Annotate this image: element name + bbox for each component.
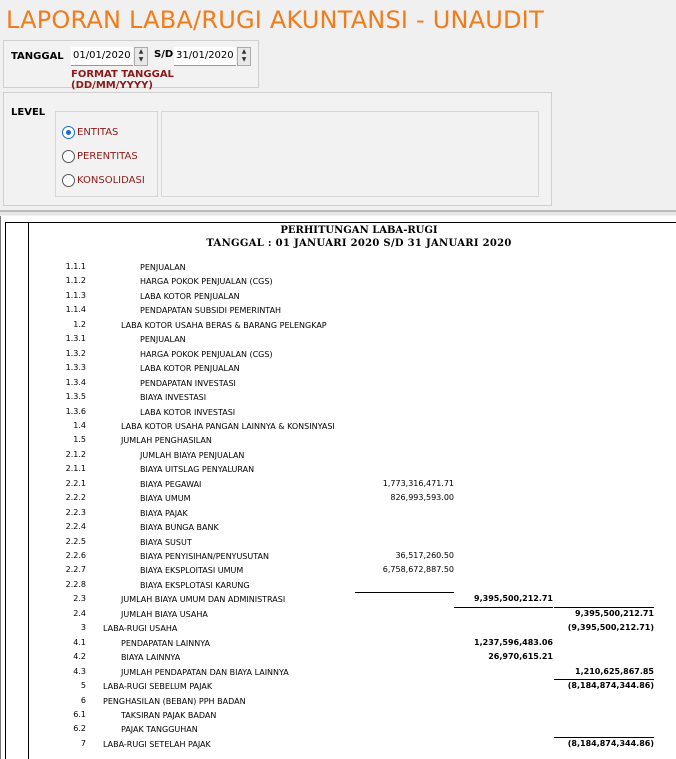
row-label: BIAYA UITSLAG PENYALURAN (140, 465, 255, 475)
row-label: JUMLAH PENDAPATAN DAN BIAYA LAINNYA (121, 667, 289, 677)
report-row (1, 537, 676, 551)
report-row (1, 681, 676, 695)
row-label: LABA KOTOR USAHA PANGAN LAINNYA & KONSINYASI (121, 421, 335, 431)
row-label: LABA-RUGI USAHA (103, 624, 178, 634)
report-row (1, 696, 676, 710)
row-code: 1.3.5 (65, 392, 86, 402)
row-amount-c3: 9,395,500,212.71 (575, 608, 654, 618)
row-amount-c3: 1,210,625,867.85 (575, 666, 654, 676)
row-amount-c1: 36,517,260.50 (395, 551, 454, 560)
row-label: LABA-RUGI SEBELUM PAJAK (103, 682, 213, 692)
row-label: PENDAPATAN INVESTASI (140, 378, 236, 388)
row-label: HARGA POKOK PENJUALAN (CGS) (140, 349, 273, 359)
radio-konsolidasi[interactable] (62, 172, 145, 188)
row-code: 2.1.2 (65, 449, 86, 459)
report-row (1, 349, 676, 363)
radio-label: ENTITAS (77, 126, 119, 138)
row-label: LABA KOTOR INVESTASI (140, 407, 236, 417)
row-code: 2.2.5 (65, 536, 86, 546)
row-label: BIAYA UMUM (140, 494, 191, 504)
level-radio-group (55, 111, 158, 197)
date-to-spinner[interactable] (237, 47, 251, 66)
row-label: BIAYA BUNGA BANK (140, 523, 219, 533)
radio-label: KONSOLIDASI (77, 174, 145, 186)
report-row (1, 565, 676, 579)
report-row (1, 638, 676, 652)
radio-unchecked-icon[interactable] (62, 174, 75, 187)
report-row (1, 464, 676, 478)
row-label: JUMLAH BIAYA USAHA (121, 609, 208, 619)
row-code: 1.3.2 (65, 348, 86, 358)
report-border (5, 222, 676, 223)
report-viewer[interactable] (0, 216, 676, 759)
row-code: 1.1.1 (65, 262, 86, 271)
report-row (1, 407, 676, 421)
row-amount-c2: 9,395,500,212.71 (474, 594, 553, 604)
splitter[interactable] (0, 210, 676, 215)
row-amount-c3: (8,184,874,344.86) (567, 681, 654, 691)
row-amount-c1: 1,773,316,471.71 (382, 478, 454, 488)
date-separator: S/D (154, 49, 174, 60)
level-detail-box[interactable] (161, 111, 539, 197)
spin-down-icon[interactable]: ▼ (138, 56, 144, 63)
row-code: 2.4 (73, 608, 86, 618)
report-row (1, 363, 676, 377)
level-panel (3, 92, 552, 206)
report-row (1, 493, 676, 507)
report-row (1, 739, 676, 753)
row-code: 3 (80, 623, 86, 633)
row-amount-c3: (8,184,874,344.86) (567, 738, 654, 748)
row-label: JUMLAH BIAYA PENJUALAN (140, 450, 245, 460)
row-code: 1.3.3 (65, 363, 86, 373)
row-label: PENJUALAN (140, 263, 186, 272)
row-code: 1.1.4 (65, 305, 86, 315)
date-to-input[interactable]: 31/01/2020 (174, 47, 236, 66)
report-row (1, 334, 676, 348)
row-code: 2.3 (73, 594, 86, 604)
row-amount-c3: (9,395,500,212.71) (567, 623, 654, 633)
row-code: 2.2.2 (65, 493, 86, 503)
row-code: 6 (80, 695, 86, 705)
row-code: 2.2.3 (65, 507, 86, 517)
report-row (1, 710, 676, 724)
row-code: 4.1 (73, 637, 86, 647)
report-row (1, 450, 676, 464)
total-rule (554, 737, 654, 738)
total-rule (454, 607, 553, 608)
row-label: LABA-RUGI SETELAH PAJAK (103, 739, 211, 749)
spin-up-icon[interactable]: ▲ (241, 48, 247, 55)
row-amount-c1: 826,993,593.00 (390, 493, 454, 503)
row-amount-c2: 1,237,596,483.06 (474, 637, 553, 647)
date-from-spinner[interactable] (134, 47, 148, 66)
report-row (1, 435, 676, 449)
report-row (1, 479, 676, 493)
row-label: LABA KOTOR USAHA BERAS & BARANG PELENGKAP (121, 320, 327, 330)
row-code: 4.3 (73, 666, 86, 676)
row-amount-c2: 26,970,615.21 (488, 652, 553, 662)
row-code: 2.1.1 (65, 464, 86, 474)
row-amount-c1: 6,758,672,887.50 (382, 565, 454, 575)
report-subtitle: TANGGAL : 01 JANUARI 2020 S/D 31 JANUARI 2020 (206, 238, 512, 249)
row-code: 1.1.3 (65, 290, 86, 300)
row-code: 6.2 (73, 724, 86, 734)
report-title: PERHITUNGAN LABA-RUGI (280, 225, 438, 236)
report-row (1, 580, 676, 594)
row-label: BIAYA EKSPLOITASI UMUM (140, 566, 244, 576)
report-row (1, 551, 676, 565)
row-code: 2.2.4 (65, 522, 86, 532)
radio-perentitas[interactable] (62, 148, 138, 164)
row-label: BIAYA SUSUT (140, 537, 192, 547)
row-label: BIAYA INVESTASI (140, 393, 207, 403)
total-rule (554, 607, 654, 608)
row-label: PAJAK TANGGUHAN (121, 725, 198, 735)
row-label: PENGHASILAN (BEBAN) PPH BADAN (103, 696, 246, 706)
row-label: TAKSIRAN PAJAK BADAN (121, 710, 217, 720)
report-row (1, 421, 676, 435)
row-label: PENJUALAN (140, 335, 186, 345)
row-code: 2.2.1 (65, 478, 86, 488)
report-row (1, 320, 676, 334)
row-code: 7 (80, 738, 86, 748)
row-code: 1.3.1 (65, 334, 86, 344)
radio-checked-icon[interactable] (62, 126, 75, 139)
date-filter-panel (3, 40, 259, 91)
row-code: 1.3.6 (65, 406, 86, 416)
row-code: 1.4 (73, 420, 86, 430)
radio-unchecked-icon[interactable] (62, 150, 75, 163)
report-row (1, 305, 676, 319)
row-label: BIAYA PENYISIHAN/PENYUSUTAN (140, 552, 269, 561)
row-code: 6.1 (73, 709, 86, 719)
date-from-input[interactable]: 01/01/2020 (71, 47, 133, 66)
report-row (1, 276, 676, 290)
report-row (1, 522, 676, 536)
report-row (1, 508, 676, 522)
report-row (1, 291, 676, 305)
row-label: JUMLAH PENGHASILAN (121, 436, 212, 446)
row-label: BIAYA LAINNYA (121, 653, 181, 663)
row-code: 2.2.7 (65, 565, 86, 575)
total-rule (554, 679, 654, 680)
row-code: 4.2 (73, 652, 86, 662)
report-row (1, 623, 676, 637)
row-label: BIAYA PEGAWAI (140, 479, 202, 489)
report-row (1, 652, 676, 666)
row-label: LABA KOTOR PENJUALAN (140, 364, 240, 374)
row-code: 5 (80, 681, 86, 691)
total-rule (355, 592, 454, 593)
row-code: 1.5 (73, 435, 86, 445)
radio-label: PERENTITAS (77, 150, 138, 162)
row-code: 2.2.8 (65, 579, 86, 589)
level-label: LEVEL (11, 107, 46, 118)
radio-entitas[interactable] (62, 124, 118, 140)
spin-down-icon[interactable]: ▼ (241, 56, 247, 63)
date-label: TANGGAL (11, 51, 64, 62)
row-label: LABA KOTOR PENJUALAN (140, 291, 240, 301)
row-code: 1.2 (73, 319, 86, 329)
page-title: LAPORAN LABA/RUGI AKUNTANSI - UNAUDIT (6, 6, 544, 34)
row-code: 1.1.2 (65, 276, 86, 286)
row-code: 2.2.6 (65, 551, 86, 560)
row-label: PENDAPATAN SUBSIDI PEMERINTAH (140, 306, 282, 316)
row-label: BIAYA EKSPLOTASI KARUNG (140, 580, 250, 590)
row-label: PENDAPATAN LAINNYA (121, 638, 210, 648)
row-code: 1.3.4 (65, 377, 86, 387)
row-label: HARGA POKOK PENJUALAN (CGS) (140, 277, 273, 287)
report-row (1, 262, 676, 276)
report-row (1, 609, 676, 623)
report-row (1, 378, 676, 392)
row-label: BIAYA PAJAK (140, 508, 188, 518)
report-row (1, 392, 676, 406)
row-label: JUMLAH BIAYA UMUM DAN ADMINISTRASI (121, 595, 286, 605)
spin-up-icon[interactable]: ▲ (138, 48, 144, 55)
date-format-note: FORMAT TANGGAL (DD/MM/YYYY) (71, 69, 174, 91)
